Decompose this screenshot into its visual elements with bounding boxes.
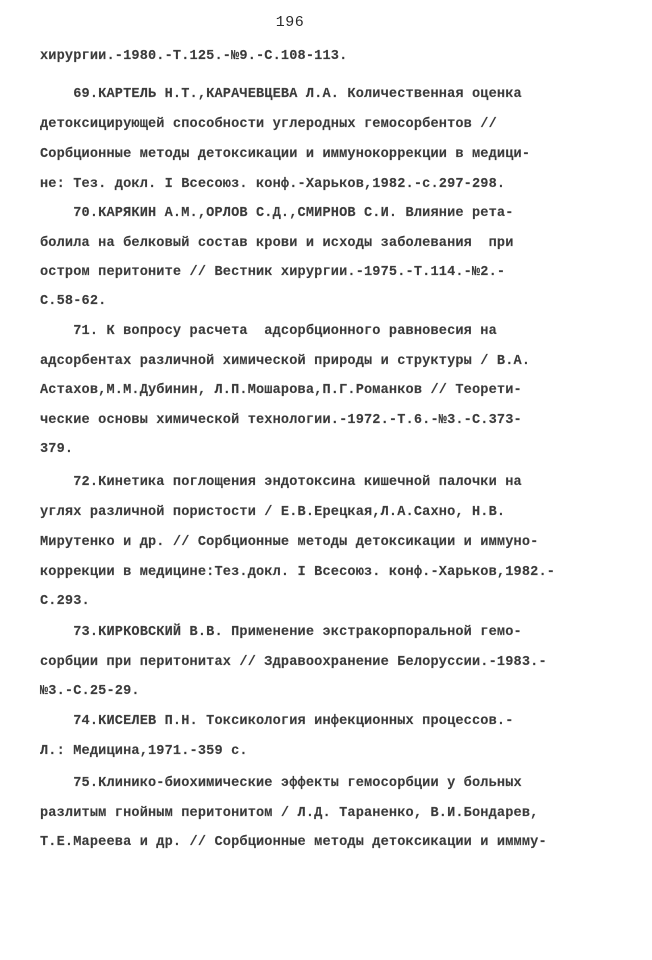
text-line: Сорбционные методы детоксикации и иммунокоррекции в медици- xyxy=(40,147,531,162)
text-line: 72.Кинетика поглощения эндотоксина кишечной палочки на xyxy=(40,475,522,490)
text-line: 70.КАРЯКИН А.М.,ОРЛОВ С.Д.,СМИРНОВ С.И. Влияние рета- xyxy=(40,206,514,221)
text-line: С.293. xyxy=(40,594,90,609)
text-line: 73.КИРКОВСКИЙ В.В. Применение экстракорпоральной гемо- xyxy=(40,625,522,640)
text-line: 69.КАРТЕЛЬ Н.Т.,КАРАЧЕВЦЕВА Л.А. Количественная оценка xyxy=(40,87,522,102)
text-line: Т.Е.Мареева и др. // Сорбционные методы детоксикации и иммму- xyxy=(40,835,547,850)
text-line: Астахов,М.М.Дубинин, Л.П.Мошарова,П.Г.Романков // Теорети- xyxy=(40,383,522,398)
text-line: углях различной пористости / Е.В.Ерецкая,Л.А.Сахно, Н.В. xyxy=(40,505,506,520)
text-line: разлитым гнойным перитонитом / Л.Д. Тараненко, В.И.Бондарев, xyxy=(40,806,539,821)
text-line: С.58-62. xyxy=(40,294,107,309)
text-line: болила на белковый состав крови и исходы заболевания при xyxy=(40,236,514,251)
text-line: Мирутенко и др. // Сорбционные методы детоксикации и иммуно- xyxy=(40,535,539,550)
text-line: 379. xyxy=(40,442,74,457)
text-line: хирургии.-1980.-Т.125.-№9.-С.108-113. xyxy=(40,49,348,64)
text-line: адсорбентах различной химической природы и структуры / В.А. xyxy=(40,354,531,369)
text-line: 75.Клинико-биохимические эффекты гемосорбции у больных xyxy=(40,776,522,791)
text-line: сорбции при перитонитах // Здравоохранение Белоруссии.-1983.- xyxy=(40,655,547,670)
text-line: 71. К вопросу расчета адсорбционного равновесия на xyxy=(40,324,497,339)
text-line: Л.: Медицина,1971.-359 с. xyxy=(40,744,248,759)
text-line: не: Тез. докл. I Всесоюз. конф.-Харьков,1982.-с.297-298. xyxy=(40,177,506,192)
page-number: 196 xyxy=(275,14,305,31)
text-line: остром перитоните // Вестник хирургии.-1975.-Т.114.-№2.- xyxy=(40,265,506,280)
text-line: коррекции в медицине:Тез.докл. I Всесоюз. конф.-Харьков,1982.- xyxy=(40,565,556,580)
text-line: 74.КИСЕЛЕВ П.Н. Токсикология инфекционных процессов.- xyxy=(40,714,514,729)
text-line: №3.-С.25-29. xyxy=(40,684,140,699)
text-line: детоксицирующей способности углеродных гемосорбентов // xyxy=(40,117,497,132)
text-line: ческие основы химической технологии.-1972.-Т.6.-№3.-С.373- xyxy=(40,413,522,428)
